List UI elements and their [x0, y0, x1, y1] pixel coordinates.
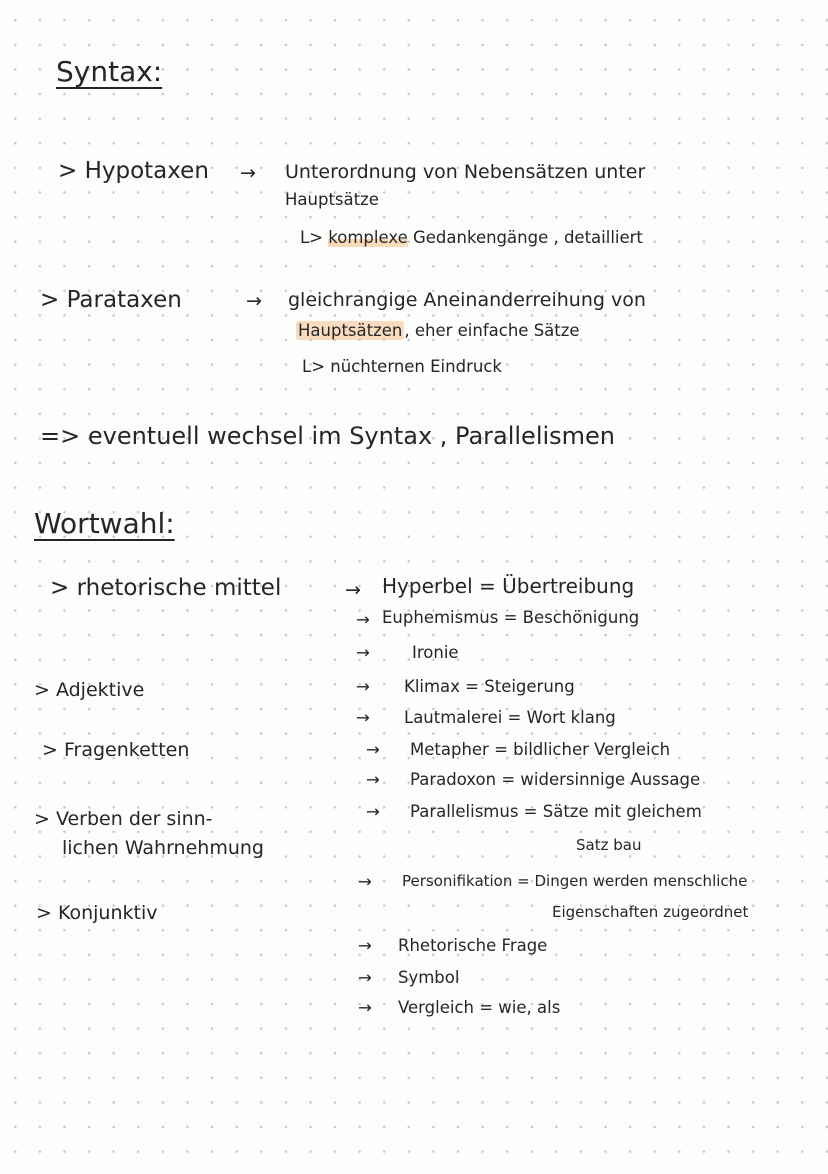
device-item: Personifikation = Dingen werden menschliche — [402, 872, 748, 890]
parataxen-definition-line2-rest: , eher einfache Sätze — [404, 321, 580, 340]
hypotaxen-arrow: → — [240, 162, 256, 184]
device-arrow: → — [358, 968, 372, 987]
device-item: Hyperbel = Übertreibung — [382, 574, 635, 598]
parataxen-highlight: Hauptsätzen — [298, 321, 403, 340]
device-item: Parallelismus = Sätze mit gleichem — [410, 802, 702, 821]
hypotaxen-definition-line2: Hauptsätze — [285, 190, 379, 209]
hypotaxen-sub-arrow: L> — [300, 228, 324, 247]
device-item: Euphemismus = Beschönigung — [382, 608, 640, 627]
device-item: Paradoxon = widersinnige Aussage — [410, 770, 701, 789]
syntax-conclusion: => eventuell wechsel im Syntax , Parallelismen — [40, 422, 616, 450]
device-item: Ironie — [412, 643, 459, 662]
hypotaxen-highlight: komplexe — [328, 228, 408, 247]
device-item: Lautmalerei = Wort klang — [404, 708, 616, 727]
device-item-continuation: Eigenschaften zugeordnet — [552, 903, 749, 921]
device-item: Klimax = Steigerung — [404, 677, 575, 696]
hypotaxen-term: > Hypotaxen — [58, 158, 209, 184]
syntax-heading: Syntax: — [56, 55, 163, 88]
device-arrow: → — [356, 610, 370, 629]
parataxen-arrow: → — [246, 290, 262, 312]
device-item: Metapher = bildlicher Vergleich — [410, 740, 671, 759]
hypotaxen-consequence — [300, 230, 643, 247]
hypotaxen-definition-line1: Unterordnung von Nebensätzen unter — [285, 161, 646, 183]
adjektive: > Adjektive — [34, 679, 145, 701]
device-arrow: → — [356, 677, 370, 696]
device-arrow: → — [366, 802, 380, 821]
verben-line1: > Verben der sinn- — [34, 808, 213, 830]
device-arrow: → — [356, 643, 370, 662]
device-arrow: → — [366, 740, 380, 759]
device-arrow: → — [366, 770, 380, 789]
parataxen-definition-line1: gleichrangige Aneinanderreihung von — [288, 289, 646, 311]
parataxen-definition-line2 — [296, 323, 580, 340]
rhetorische-mittel: > rhetorische mittel — [50, 575, 282, 601]
device-item: Rhetorische Frage — [398, 936, 548, 955]
device-arrow: → — [358, 936, 372, 955]
device-arrow: → — [356, 708, 370, 727]
device-arrow: → — [345, 579, 361, 601]
parataxen-term: > Parataxen — [40, 287, 182, 313]
verben-line2: lichen Wahrnehmung — [62, 837, 264, 859]
wortwahl-heading: Wortwahl: — [34, 507, 175, 540]
hypotaxen-consequence-rest: Gedankengänge , detailliert — [413, 228, 643, 247]
fragenketten: > Fragenketten — [42, 739, 190, 761]
konjunktiv: > Konjunktiv — [36, 902, 158, 924]
parataxen-consequence: L> nüchternen Eindruck — [302, 357, 502, 376]
device-item-continuation: Satz bau — [576, 836, 642, 854]
device-item: Symbol — [398, 968, 460, 987]
device-arrow: → — [358, 998, 372, 1017]
device-arrow: → — [358, 872, 372, 891]
device-item: Vergleich = wie, als — [398, 998, 561, 1017]
